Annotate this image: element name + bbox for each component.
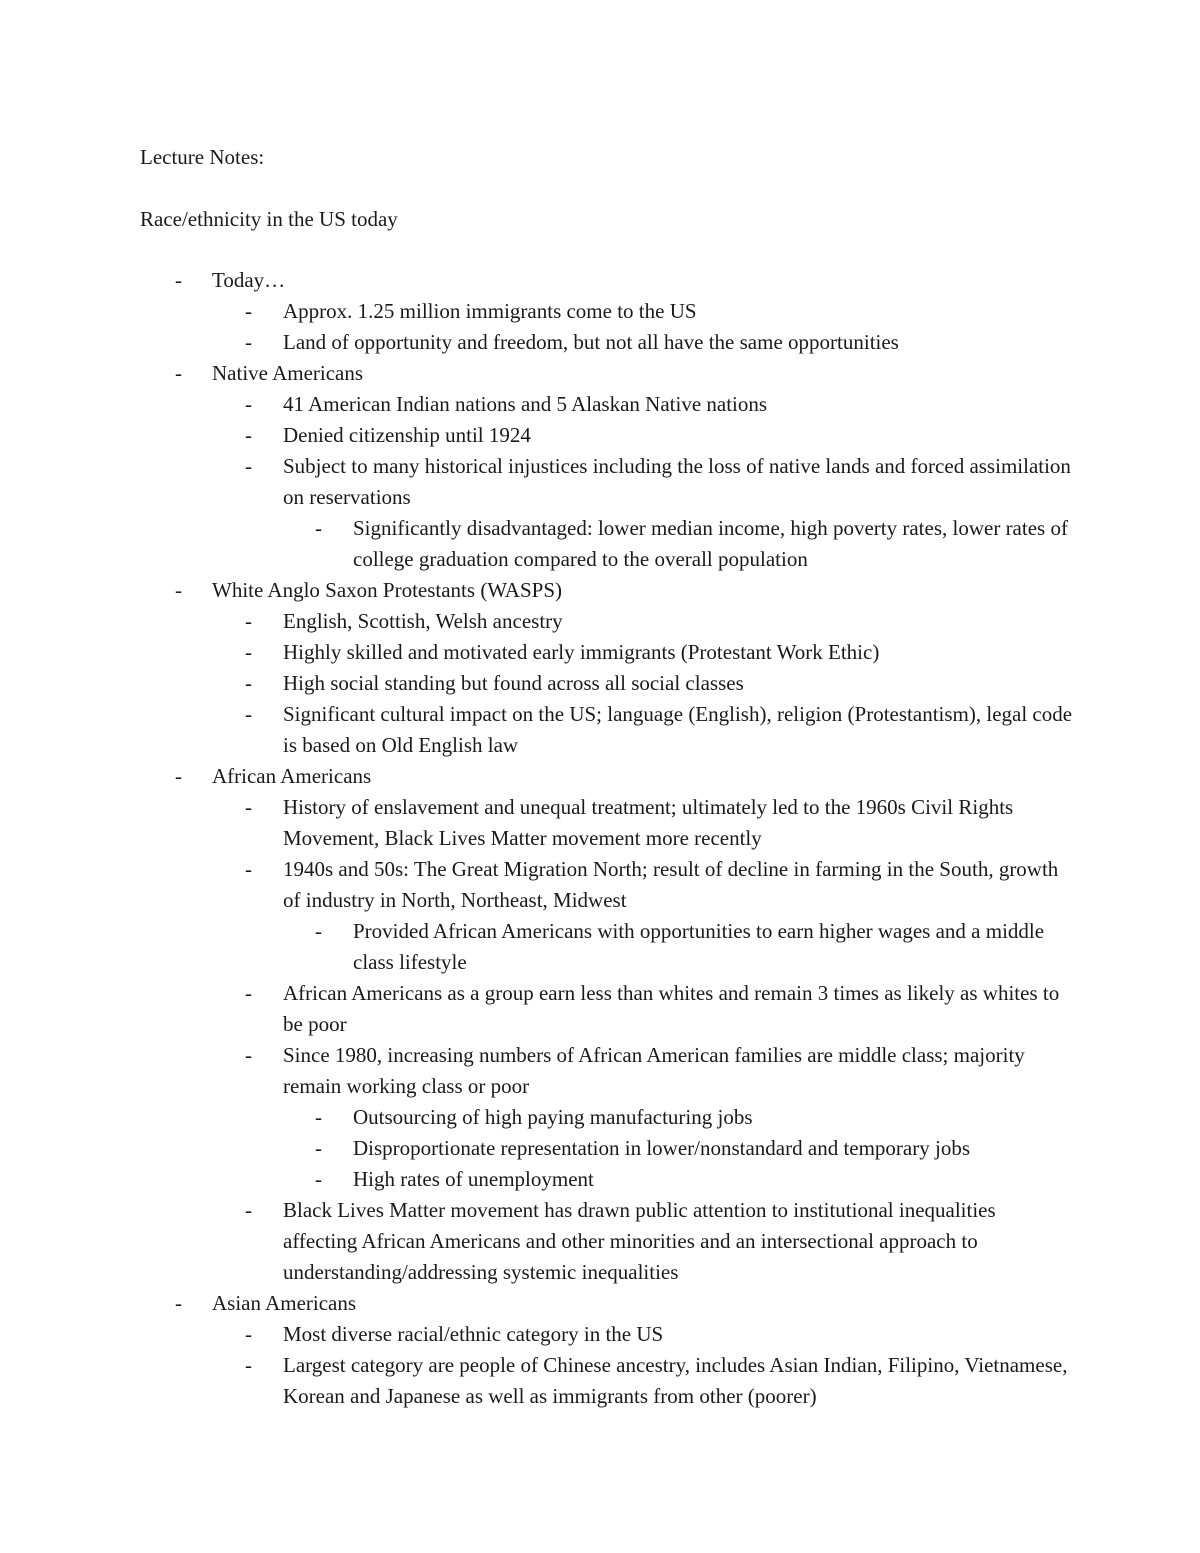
list-item bbox=[245, 296, 1073, 327]
bullet-dash: - bbox=[245, 423, 252, 447]
bullet-text: Subject to many historical injustices including the loss of native lands and forced assimilation on reservations bbox=[283, 454, 1071, 509]
page-subtitle: Race/ethnicity in the US today bbox=[140, 207, 398, 231]
section-heading-item bbox=[175, 1288, 1072, 1319]
bullet-dash: - bbox=[245, 857, 252, 881]
list-item bbox=[245, 606, 1073, 637]
list-item bbox=[245, 327, 1073, 358]
sub-list-item bbox=[315, 1102, 1073, 1133]
bullet-dash: - bbox=[245, 795, 252, 819]
bullet-dash: - bbox=[245, 981, 252, 1005]
sub-list-item bbox=[315, 513, 1073, 575]
bullet-text: Since 1980, increasing numbers of African American families are middle class; majority remain working class or poor bbox=[283, 1043, 1025, 1098]
section-heading-item bbox=[175, 761, 1072, 792]
bullet-text: Provided African Americans with opportunities to earn higher wages and a middle class lifestyle bbox=[353, 919, 1045, 974]
bullet-text: 41 American Indian nations and 5 Alaskan Native nations bbox=[283, 392, 768, 416]
list-item bbox=[245, 451, 1073, 513]
bullet-text: Disproportionate representation in lower/nonstandard and temporary jobs bbox=[353, 1136, 970, 1160]
bullet-dash: - bbox=[245, 1322, 252, 1346]
bullet-text: High social standing but found across all social classes bbox=[283, 671, 744, 695]
list-item bbox=[245, 1195, 1073, 1288]
bullet-text: High rates of unemployment bbox=[353, 1167, 594, 1191]
bullet-text: Land of opportunity and freedom, but not all have the same opportunities bbox=[283, 330, 899, 354]
list-item bbox=[245, 1319, 1073, 1350]
bullet-text: 1940s and 50s: The Great Migration North; result of decline in farming in the South, growth of industry in North, Northeast, Midwest bbox=[283, 857, 1059, 912]
bullet-dash: - bbox=[175, 361, 182, 385]
bullet-text: Most diverse racial/ethnic category in the US bbox=[283, 1322, 664, 1346]
bullet-dash: - bbox=[175, 578, 182, 602]
bullet-text: Denied citizenship until 1924 bbox=[283, 423, 531, 447]
list-item bbox=[245, 668, 1073, 699]
sub-list-item bbox=[315, 916, 1073, 978]
bullet-text: Significantly disadvantaged: lower median income, high poverty rates, lower rates of college graduation compared to the overall population bbox=[353, 516, 1068, 571]
list-item bbox=[245, 854, 1073, 916]
bullet-text: Black Lives Matter movement has drawn public attention to institutional inequalities affecting African Americans and other minorities and an intersectional approach to understanding/addressing systemic inequalities bbox=[283, 1198, 996, 1284]
bullet-text: Largest category are people of Chinese ancestry, includes Asian Indian, Filipino, Vietnamese, Korean and Japanese as well as immigrants from other (poorer) bbox=[283, 1353, 1068, 1408]
bullet-text: African Americans bbox=[212, 764, 372, 788]
list-item bbox=[245, 699, 1073, 761]
bullet-dash: - bbox=[245, 702, 252, 726]
bullet-dash: - bbox=[175, 764, 182, 788]
bullet-text: Approx. 1.25 million immigrants come to the US bbox=[283, 299, 697, 323]
bullet-dash: - bbox=[245, 392, 252, 416]
bullet-dash: - bbox=[245, 330, 252, 354]
bullet-text: English, Scottish, Welsh ancestry bbox=[283, 609, 563, 633]
bullet-text: African Americans as a group earn less than whites and remain 3 times as likely as whites to be poor bbox=[283, 981, 1060, 1036]
bullet-text: Today… bbox=[212, 268, 286, 292]
list-item bbox=[245, 637, 1073, 668]
bullet-dash: - bbox=[245, 1353, 252, 1377]
bullet-dash: - bbox=[245, 454, 252, 478]
list-item bbox=[245, 1350, 1073, 1412]
bullet-dash: - bbox=[245, 640, 252, 664]
section-heading-item bbox=[175, 575, 1072, 606]
list-item bbox=[245, 978, 1073, 1040]
sub-list-item bbox=[315, 1164, 1073, 1195]
list-item bbox=[245, 420, 1073, 451]
bullet-dash: - bbox=[315, 919, 322, 943]
bullet-dash: - bbox=[315, 1167, 322, 1191]
bullet-dash: - bbox=[175, 268, 182, 292]
bullet-dash: - bbox=[315, 1136, 322, 1160]
bullet-dash: - bbox=[175, 1291, 182, 1315]
bullet-dash: - bbox=[245, 1043, 252, 1067]
page-title: Lecture Notes: bbox=[140, 145, 265, 169]
section-heading-item bbox=[175, 265, 1072, 296]
bullet-dash: - bbox=[245, 609, 252, 633]
list-item bbox=[245, 1040, 1073, 1102]
sub-list-item bbox=[315, 1133, 1073, 1164]
bullet-text: White Anglo Saxon Protestants (WASPS) bbox=[212, 578, 562, 602]
list-item bbox=[245, 792, 1073, 854]
bullet-text: Highly skilled and motivated early immigrants (Protestant Work Ethic) bbox=[283, 640, 880, 664]
bullet-dash: - bbox=[245, 671, 252, 695]
section-heading-item bbox=[175, 358, 1072, 389]
bullet-text: Asian Americans bbox=[212, 1291, 357, 1315]
bullet-dash: - bbox=[245, 1198, 252, 1222]
bullet-text: Outsourcing of high paying manufacturing jobs bbox=[353, 1105, 753, 1129]
bullet-dash: - bbox=[315, 1105, 322, 1129]
lecture-outline bbox=[0, 265, 1200, 1412]
bullet-dash: - bbox=[315, 516, 322, 540]
bullet-text: Native Americans bbox=[212, 361, 364, 385]
bullet-text: History of enslavement and unequal treatment; ultimately led to the 1960s Civil Rights Movement, Black Lives Matter movement more recently bbox=[283, 795, 1014, 850]
bullet-dash: - bbox=[245, 299, 252, 323]
list-item bbox=[245, 389, 1073, 420]
bullet-text: Significant cultural impact on the US; language (English), religion (Protestantism), legal code is based on Old English law bbox=[283, 702, 1073, 757]
